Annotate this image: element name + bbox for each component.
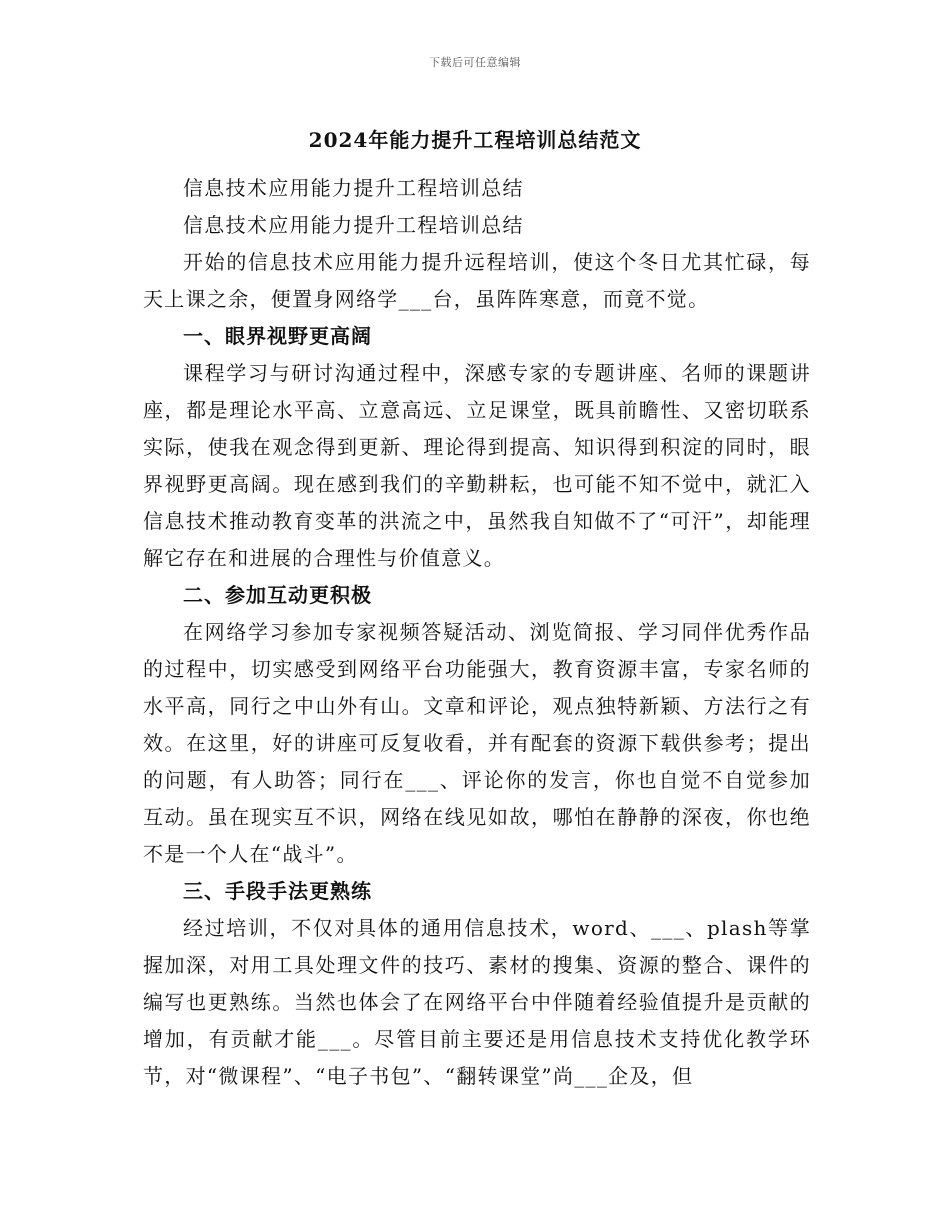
body-paragraph: 在网络学习参加专家视频答疑活动、浏览简报、学习同伴优秀作品的过程中，切实感受到网络平台功能强大，教育资源丰富，专家名师的水平高，同行之中山外有山。文章和评论，观点独特新颖、方法行之有效。在这里，好的讲座可反复收看，并有配套的资源下载供参考；提出的问题，有人助答；同行在___、评论你的发言，你也自觉不自觉参加互动。虽在现实互不识，网络在线见如故，哪怕在静静的深夜，你也绝不是一个人在“战斗”。 xyxy=(143,620,811,866)
header-note: 下载后可任意编辑 xyxy=(429,56,521,69)
section-heading: 二、参加互动更积极 xyxy=(183,583,372,607)
body-paragraph: 经过培训，不仅对具体的通用信息技术，word、___、plash等掌握加深，对用工具处理文件的技巧、素材的搜集、资源的整合、课件的编写也更熟练。当然也体会了在网络平台中伴随着经验值提升是贡献的增加，有贡献才能___。尽管目前主要还是用信息技术支持优化教学环节，对“微课程”、“电子书包”、“翻转课堂”尚___企及，但 xyxy=(143,916,811,1088)
body-paragraph: 课程学习与研讨沟通过程中，深感专家的专题讲座、名师的课题讲座，都是理论水平高、立意高远、立足课堂，既具前瞻性、又密切联系实际，使我在观念得到更新、理论得到提高、知识得到积淀的同时，眼界视野更高阔。现在感到我们的辛勤耕耘，也可能不知不觉中，就汇入信息技术推动教育变革的洪流之中，虽然我自知做不了“可汗”，却能理解它存在和进展的合理性与价值意义。 xyxy=(143,361,811,570)
subtitle-line: 信息技术应用能力提升工程培训总结 xyxy=(183,213,524,237)
page-title: 2024年能力提升工程培训总结范文 xyxy=(308,128,642,152)
body-paragraph: 开始的信息技术应用能力提升远程培训，使这个冬日尤其忙碌，每天上课之余，便置身网络学___台，虽阵阵寒意，而竟不觉。 xyxy=(143,250,811,311)
subtitle-line: 信息技术应用能力提升工程培训总结 xyxy=(183,176,524,200)
section-heading: 三、手段手法更熟练 xyxy=(183,879,372,903)
section-heading: 一、眼界视野更高阔 xyxy=(183,324,372,348)
document-body xyxy=(143,170,811,1095)
